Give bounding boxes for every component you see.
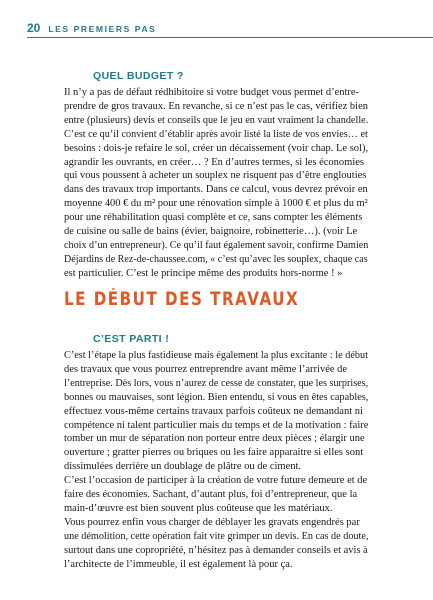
paragraph-line: bonnes ou mauvaises, sont légion. Bien entendu, si vous en êtes capables, [64,391,369,403]
paragraph-line: ouverture ; gratter pierres ou briques ou les faire apparaitre si elles sont [64,447,364,459]
paragraph-line: Vous pourrez enfin vous charger de déblayer les gravats engendrés par [64,516,360,528]
paragraph-line: main-d’œuvre est bien souvent plus coûteuse que les matériaux. [64,502,333,514]
paragraph-line: prendre de gros travaux. En revanche, si ce n’est pas le cas, vérifiez bien [64,100,368,112]
paragraph-line: C’est ce qu’il convient d’établir après avoir listé la liste de vos envies… et [64,128,368,140]
paragraph-line: l’architecte de l’immeuble, il est également là pour ça. [64,558,293,570]
chapter-title: LE DÉBUT DES TRAVAUX [64,289,300,310]
page-number: 20 [27,21,41,35]
paragraph-line: entre (plusieurs) devis et conseils que le jeu en vaut vraiment la chandelle. [64,114,369,126]
running-header [27,21,156,35]
paragraph-line: tomber un mur de séparation non porteur entre deux pièces ; élargir une [64,433,365,445]
paragraph-line: une démolition, cette opération fait vite grimper un devis. En cas de doute, [64,530,369,542]
paragraph-line: est particulier. C’est le principe même des produits hors-norme ! » [64,267,343,279]
budget-heading: QUEL BUDGET ? [93,70,184,82]
paragraph-line: besoins : dois-je refaire le sol, créer un décaissement (voir chap. Le sol), [64,142,369,154]
paragraph-line: dans des travaux trop importants. Dans ce calcul, vous devrez prévoir en [64,184,368,196]
paragraph-line: de cuisine ou salle de bains (évier, baignoire, robinetterie…). (voir Le [64,226,358,238]
paragraph-line: C’est l’occasion de participer à la création de votre future demeure et de [64,475,368,487]
travaux-paragraph [64,349,368,572]
paragraph-line: compétence ni talent particulier mais du temps et de la motivation : faire [64,419,369,431]
paragraph-line: effectuez vous-même certains travaux parfois coûteux ne demandant ni [64,405,363,417]
header-rule [27,37,433,38]
paragraph-line: choix d’un entrepreneur). Ce qu’il faut également savoir, confirme Damien [64,239,369,251]
budget-paragraph [64,86,368,281]
paragraph-line: des travaux que vous pourrez entreprendre avant même l’arrivée de [64,363,348,375]
paragraph-line: l’entreprise. Dès lors, vous n’aurez de cesse de constater, que les surprises, [64,377,369,389]
paragraph-line: agrandir les ouvrants, en créer… ? En d’autres termes, si les économies [64,156,365,168]
paragraph-line: pour une réhabilitation quasi complète et ce, sans compter les éléments [64,212,363,224]
cest-parti-heading: C’EST PARTI ! [93,333,170,345]
paragraph-line: Il n’y a pas de défaut rédhibitoire si votre budget vous permet d’entre- [64,87,360,98]
paragraph-line: surtout dans une copropriété, n’hésitez pas à demander conseils et avis à [64,544,368,556]
running-title: LES PREMIERS PAS [48,24,157,34]
paragraph-line: faire des économies. Sachant, d’autant plus, foi d’entrepreneur, que la [64,489,358,501]
paragraph-line: dissimulées derrière un doublage de plâtre ou de ciment. [64,461,302,473]
paragraph-line: moyenne 400 € du m² pour une rénovation simple à 1000 € et plus du m² [64,198,368,210]
paragraph-line: Déjardins de Rez-de-chaussee.com, « c’est qu’avec les souplex, chaque cas [64,253,368,265]
paragraph-line: qui vous poussent à acheter un souplex ne risquent pas d’être englouties [64,170,367,182]
paragraph-line: C’est l’étape la plus fastidieuse mais également la plus excitante : le début [64,350,368,361]
